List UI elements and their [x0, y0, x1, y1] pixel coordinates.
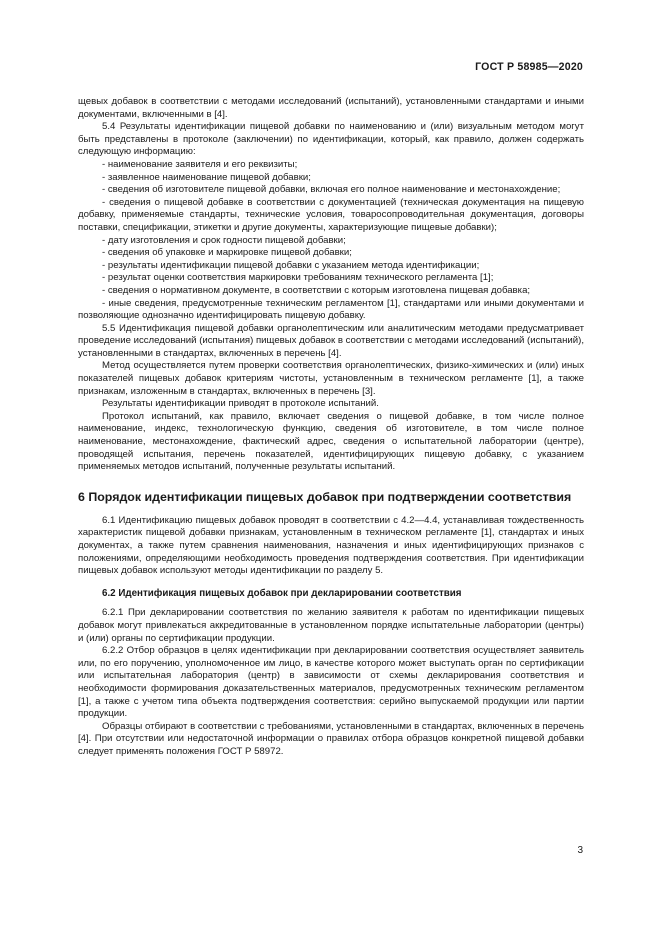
list-item: - наименование заявителя и его реквизиты; — [102, 158, 298, 170]
paragraph-method: Метод осуществляется путем проверки соответствия органолептических, физико-химических и (или) иных показателей пищевых добавок критериям чистоты, установленным в техническом регламенте [1], а также признакам, изложенным в стандартах, включенных в перечень [3]. — [78, 360, 584, 397]
list-item: - сведения о нормативном документе, в соответствии с которым изготовлена пищевая добавка; — [102, 284, 531, 296]
paragraph-5-5: 5.5 Идентификация пищевой добавки органолептическим или аналитическим методами предусматривает проведение исследований (испытания) пищевых добавок в соответствии с методами исследований (испытаний), установленными в стандартах, включенных в перечень [4]. — [78, 322, 584, 359]
paragraph-6-2-2: 6.2.2 Отбор образцов в целях идентификации при декларировании соответствия осуществляет заявитель или, по его поручению, уполномоченное им лицо, в качестве которого может выступать орган по сертификации или испытательная лаборатория (центр) в зависимости от схемы декларирования соответствия и необходимости формирования доказательственных материалов, предусмотренных техническим регламентом [1], а также с учетом типа объекта подтверждения соответствия: серийно выпускаемой продукции или партии продукции. — [78, 645, 584, 720]
list-item: - сведения о пищевой добавке в соответствии с документацией (техническая документация на пищевую добавку, применяемые стандарты, технические условия, товаросопроводительная документация, договоры поставки, спецификации, этикетки и другие документы, характеризующие пищевые добавки); — [78, 196, 584, 233]
document-body — [78, 96, 584, 759]
info-list — [78, 159, 584, 323]
paragraph-results: Результаты идентификации приводят в протоколе испытаний. — [102, 398, 379, 410]
list-item: - сведения об упаковке и маркировке пищевой добавки; — [102, 247, 352, 259]
list-item: - иные сведения, предусмотренные техническим регламентом [1], стандартами или иными документами и позволяющие однозначно идентифицировать пищевую добавку. — [78, 297, 584, 322]
standard-code-header: ГОСТ Р 58985—2020 — [475, 61, 583, 73]
paragraph-6-1: 6.1 Идентификацию пищевых добавок проводят в соответствии с 4.2—4.4, устанавливая тождественность характеристик пищевой добавки признакам, установленным в техническом регламенте [1], стандартах и иных документах, а также путем сравнения наименования, назначения и иных идентифицирующих признаков с положениями, определяющими необходимость проведения подтверждения соответствия. При идентификации пищевых добавок используют методы идентификации по разделу 5. — [78, 514, 584, 577]
list-item: - результаты идентификации пищевой добавки с указанием метода идентификации; — [102, 259, 480, 271]
section-6-title: 6 Порядок идентификации пищевых добавок при подтверждении соответствия — [78, 489, 572, 504]
list-item: - дату изготовления и срок годности пищевой добавки; — [102, 234, 346, 246]
page-number: 3 — [577, 845, 583, 856]
subsection-6-2-title: 6.2 Идентификация пищевых добавок при декларировании соответствия — [102, 587, 462, 599]
paragraph-6-2-1: 6.2.1 При декларировании соответствия по желанию заявителя к работам по идентификации пищевых добавок могут привлекаться аккредитованные в установленном порядке испытательные лаборатории (центры) и (или) органы по сертификации продукции. — [78, 607, 584, 644]
paragraph-continuation: щевых добавок в соответствии с методами исследований (испытаний), установленными стандартами и иными документами, включенными в [4]. — [78, 96, 584, 120]
paragraph-protocol: Протокол испытаний, как правило, включает сведения о пищевой добавке, в том числе полное наименование, индекс, технологическую функцию, сведения об изготовителе, в том числе полное наименование, местонахождение, фактический адрес, сведения о испытательной лаборатории (центре), проводящей испытания, перечень показателей, идентифицирующих пищевую добавку, с указанием применяемых методов испытаний, полученные результаты испытаний. — [78, 410, 584, 473]
list-item: - сведения об изготовителе пищевой добавки, включая его полное наименование и местонахождение; — [102, 184, 561, 196]
list-item: - заявленное наименование пищевой добавки; — [102, 171, 311, 183]
paragraph-5-4: 5.4 Результаты идентификации пищевой добавки по наименованию и (или) визуальным методом могут быть представлены в протоколе (заключении) по идентификации, который, как правило, должен содержать следующую информацию: — [78, 121, 584, 158]
paragraph-samples: Образцы отбирают в соответствии с требованиями, установленными в стандартах, включенных в перечень [4]. При отсутствии или недостаточной информации о правилах отбора образцов конкретной пищевой добавки следует применять положения ГОСТ Р 58972. — [78, 720, 584, 757]
list-item: - результат оценки соответствия маркировки требованиям технического регламента [1]; — [102, 272, 494, 284]
